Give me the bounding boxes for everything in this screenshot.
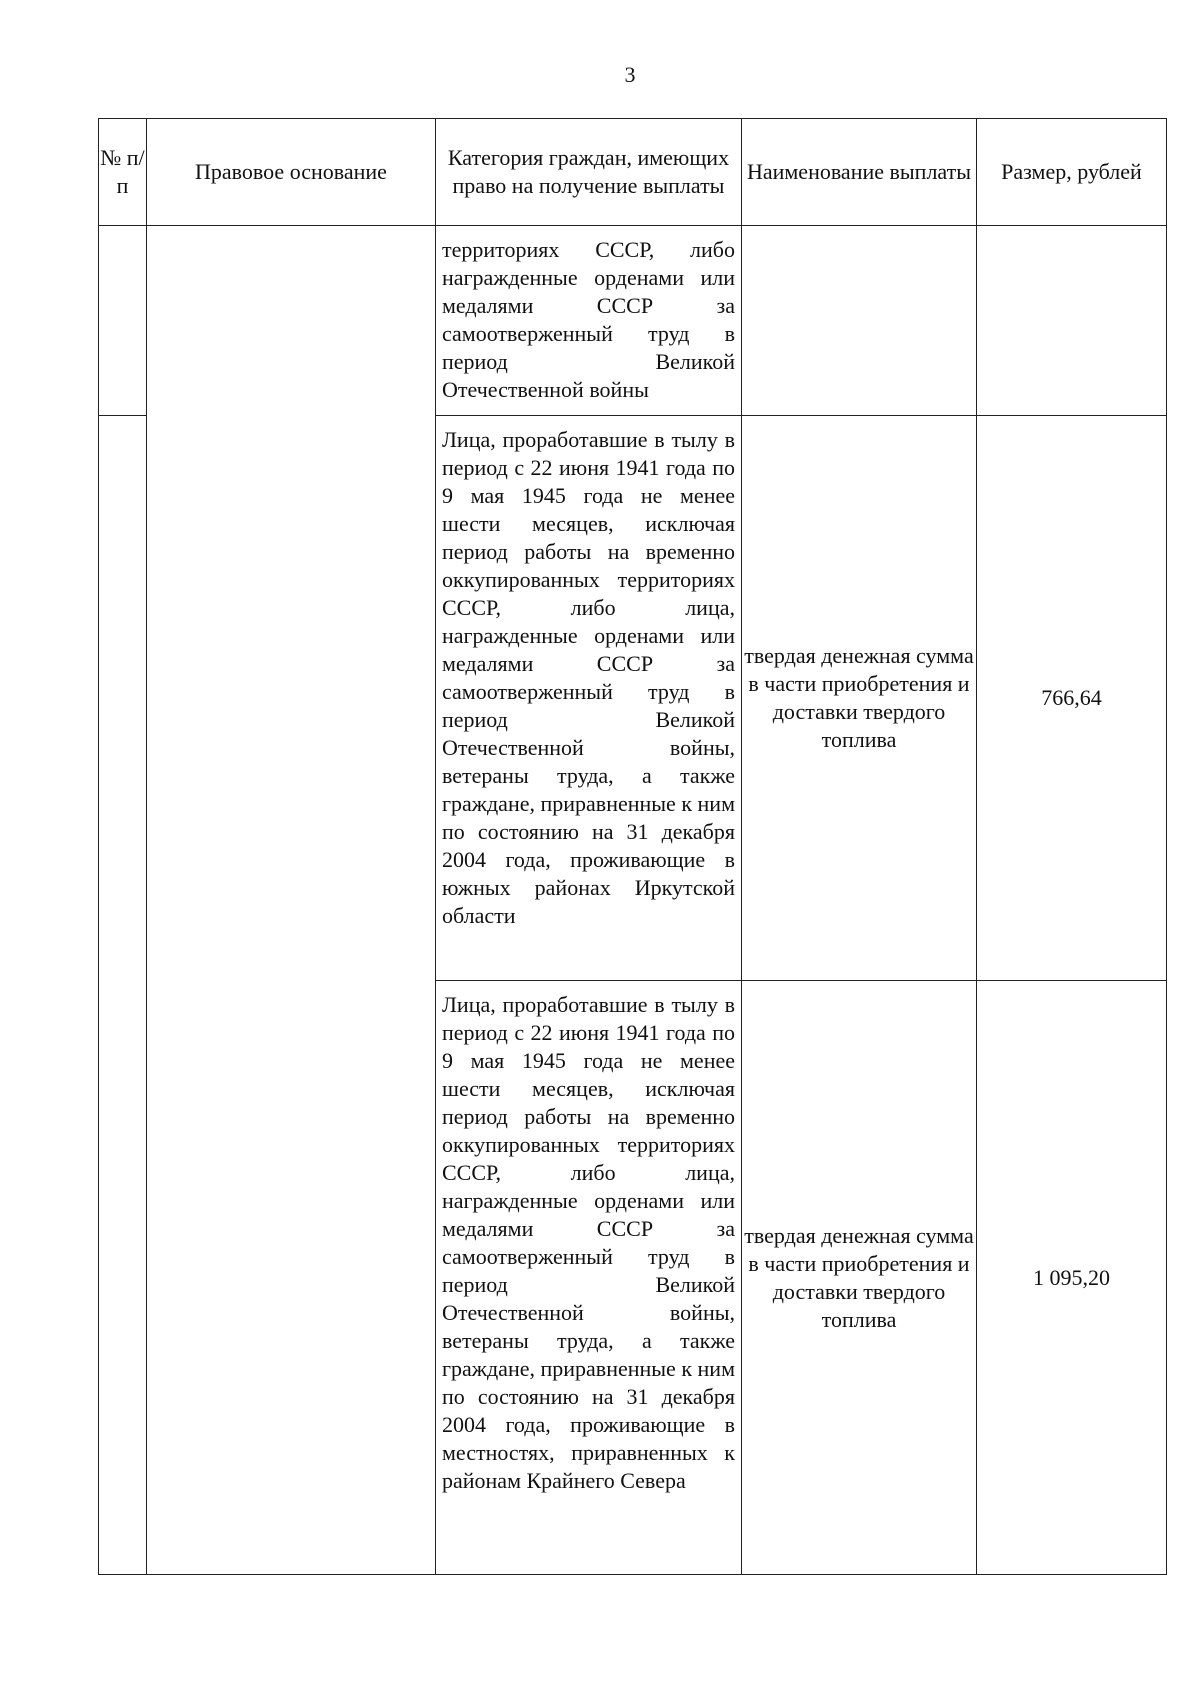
- legal-basis-cell: [147, 226, 436, 1575]
- header-amount: Размер, рублей: [977, 119, 1167, 226]
- payment-name-cell: твердая денежная сумма в части приобретения и доставки твердого топлива: [742, 416, 977, 981]
- category-cell: Лица, проработавшие в тылу в период с 22 июня 1941 года по 9 мая 1945 года не менее шести месяцев, исключая период работы на временно оккупированных территориях СССР, либо лица, награжденные орденами или медалями СССР за самоотверженный труд в период Великой Отечественной войны, ветераны труда, а также граждане, приравненные к ним по состоянию на 31 декабря 2004 года, проживающие в южных районах Иркутской области: [436, 416, 742, 981]
- header-num: № п/п: [99, 119, 147, 226]
- row-num-cell: [99, 416, 147, 1575]
- header-legal-basis: Правовое основание: [147, 119, 436, 226]
- amount-cell: [977, 226, 1167, 416]
- header-payment-name: Наименование выплаты: [742, 119, 977, 226]
- payment-name-cell: [742, 226, 977, 416]
- payment-name-cell: твердая денежная сумма в части приобретения и доставки твердого топлива: [742, 981, 977, 1575]
- category-cell: Лица, проработавшие в тылу в период с 22 июня 1941 года по 9 мая 1945 года не менее шести месяцев, исключая период работы на временно оккупированных территориях СССР, либо лица, награжденные орденами или медалями СССР за самоотверженный труд в период Великой Отечественной войны, ветераны труда, а также граждане, приравненные к ним по состоянию на 31 декабря 2004 года, проживающие в местностях, приравненных к районам Крайнего Севера: [436, 981, 742, 1575]
- table-row: [99, 226, 1167, 416]
- header-citizen-category: Категория граждан, имеющих право на получение выплаты: [436, 119, 742, 226]
- category-cell: территориях СССР, либо награжденные орденами или медалями СССР за самоотверженный труд в период Великой Отечественной войны: [436, 226, 742, 416]
- row-num-cell: [99, 226, 147, 416]
- amount-cell: 1 095,20: [977, 981, 1167, 1575]
- page-number: 3: [624, 62, 636, 87]
- benefits-table: [98, 118, 1167, 1575]
- amount-cell: 766,64: [977, 416, 1167, 981]
- header-row: [99, 119, 1167, 226]
